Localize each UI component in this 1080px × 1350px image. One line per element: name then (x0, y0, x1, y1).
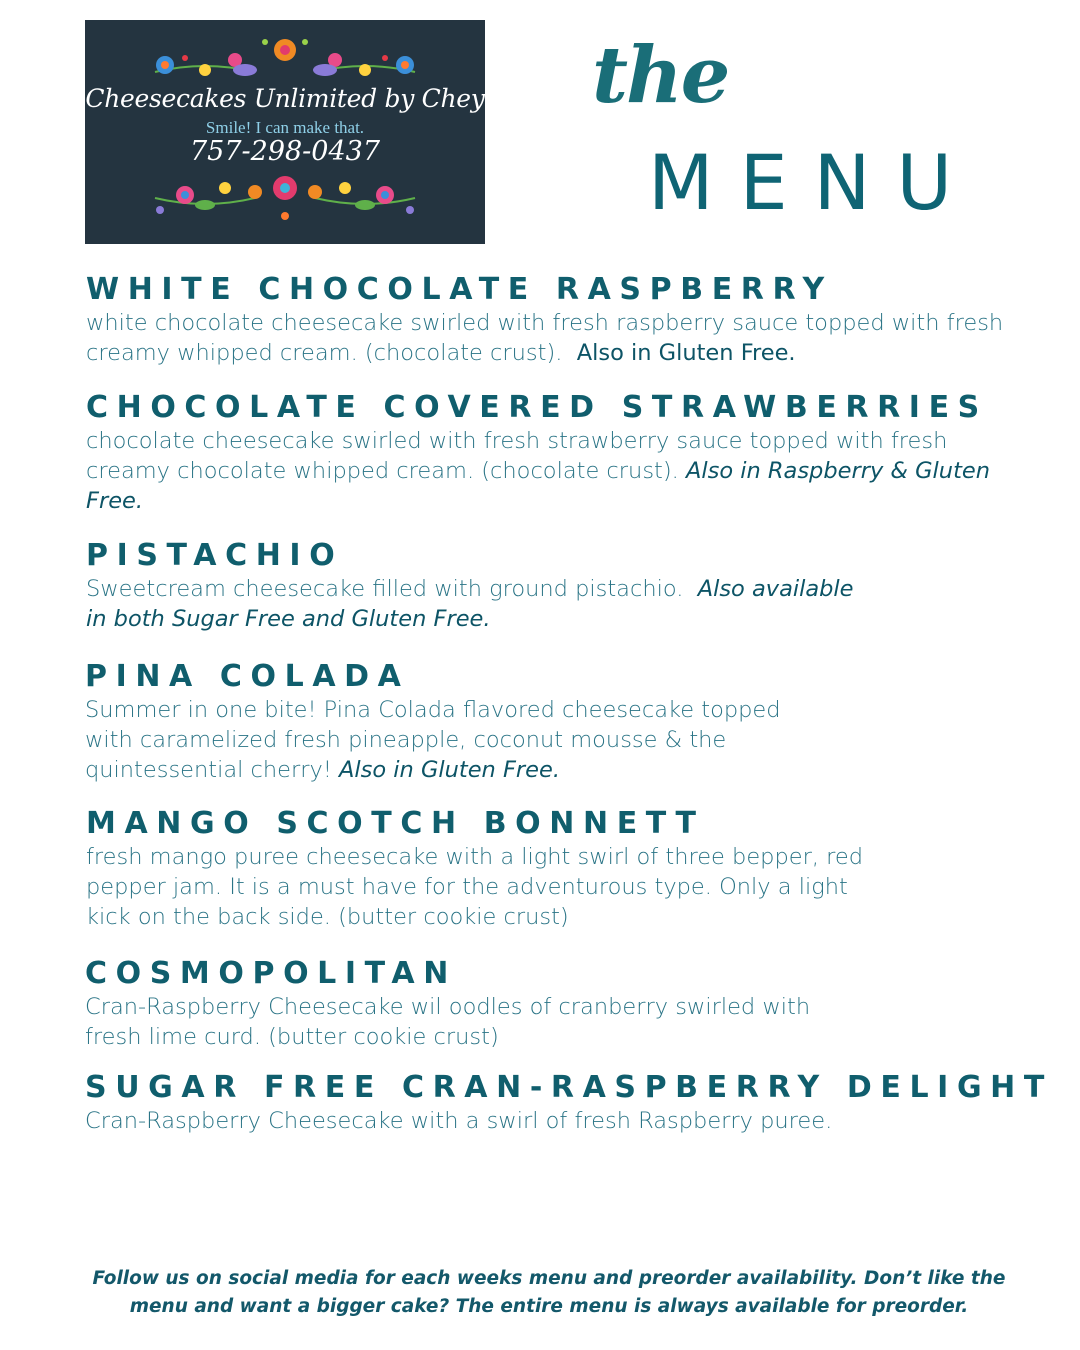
menu-item-description: Sweetcream cheesecake filled with ground pistachio. Also available in both Sugar Free and Gluten Free. (86, 576, 854, 632)
menu-item-title: CHOCOLATE COVERED STRAWBERRIES (86, 390, 988, 425)
menu-item-title: SUGAR FREE CRAN-RASPBERRY DELIGHT (85, 1070, 1053, 1105)
logo-phone-number: 757-298-0437 (189, 136, 381, 167)
menu-item-title: PINA COLADA (85, 659, 410, 694)
menu-item (86, 272, 1006, 368)
page-title: MENU (648, 138, 979, 227)
menu-item (85, 956, 845, 1052)
menu-item-note: Also available in both Sugar Free and Gluten Free. (86, 576, 854, 632)
menu-item-title: PISTACHIO (86, 538, 344, 573)
menu-item (85, 1070, 1053, 1136)
menu-item-description: Summer in one bite! Pina Colada flavored cheesecake topped with caramelized fresh pineapple, coconut mousse & the quintessential cherry! Also in Gluten Free. (85, 697, 781, 783)
menu-item-title: COSMOPOLITAN (85, 956, 457, 991)
footer-note: Follow us on social media for each weeks menu and preorder availability. Don’t like the menu and want a bigger cake? The entire menu is always available for preorder. (92, 1268, 1006, 1317)
logo-tagline: Smile! I can make that. (205, 118, 365, 137)
menu-item-description: fresh mango puree cheesecake with a light swirl of three bepper, red pepper jam. It is a must have for the adventurous type. Only a light kick on the back side. (butter cookie crust) (86, 844, 864, 930)
logo-business-name: Cheesecakes Unlimited by Chey (85, 84, 485, 113)
menu-item-note: Also in Gluten Free. (576, 340, 796, 366)
menu-item-title: WHITE CHOCOLATE RASPBERRY (86, 272, 833, 307)
menu-item-description: Cran-Raspberry Cheesecake wil oodles of cranberry swirled with fresh lime curd. (butter cookie crust) (85, 994, 811, 1050)
menu-item (85, 659, 805, 785)
menu-item-note: Also in Raspberry & Gluten Free. (86, 458, 990, 514)
menu-item (86, 390, 1006, 516)
menu-item-description: white chocolate cheesecake swirled with fresh raspberry sauce topped with fresh creamy whipped cream. (chocolate crust). Also in Gluten Free. (86, 310, 1004, 366)
brand-logo (85, 20, 485, 244)
menu-item-description: chocolate cheesecake swirled with fresh strawberry sauce topped with fresh creamy chocolate whipped cream. (chocolate crust). Also in Raspberry & Gluten Free. (86, 428, 990, 514)
header-the: the (592, 30, 729, 121)
menu-item (86, 806, 876, 932)
menu-item-note: Also in Gluten Free. (339, 757, 561, 783)
menu-item-description: Cran-Raspberry Cheesecake with a swirl of fresh Raspberry puree. (85, 1108, 833, 1134)
menu-item-title: MANGO SCOTCH BONNETT (86, 806, 705, 841)
menu-item (86, 538, 866, 634)
